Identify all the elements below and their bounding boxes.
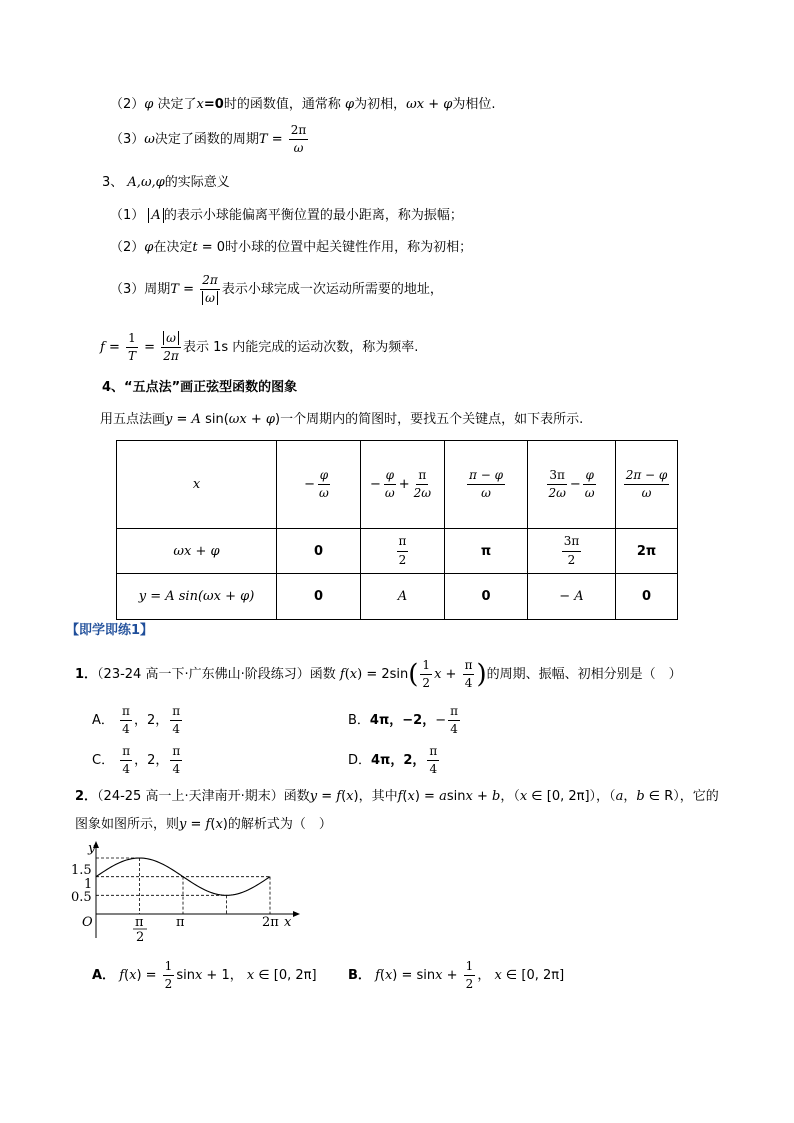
q2-option-b[interactable]: B． f(x) = sinx + $\frac{1}{2}$ ， x ∈ [0, 2π] [348,959,565,992]
line-amplitude: （1） A 的表示小球能偏离平衡位置的最小距离，称为振幅； [110,208,463,223]
table-cell: − A [528,574,616,620]
y-axis-label: y [88,841,96,856]
five-point-table [116,440,678,620]
q1-option-a[interactable]: A． $\frac{\pi}{4}$ ，2， $\frac{\pi}{4}$ [92,704,181,737]
table-cell: $\frac{2\pi - \varphi}{\omega}$ [616,441,678,529]
q1-option-d[interactable]: D．4π，2， $\frac{\pi}{4}$ [348,744,438,777]
table-cell: − $\frac{\varphi}{\omega}$ [277,441,361,529]
table-row-label: ωx + φ [117,529,277,574]
fraction-2pi-over-omega: $\frac{2\pi}{\omega}$ [290,123,307,156]
x-axis-label: x [284,915,292,930]
xtick-label: 2 [136,930,145,945]
question-2-line-1: 2．（24-25 高一上·天津南开·期末）函数y = f(x)，其中f(x) = asinx + b，（x ∈ [0, 2π]），（a，b ∈ R），它的 [75,789,719,804]
q2-option-a[interactable]: A． f(x) = $\frac{1}{2}$ sinx + 1， x ∈ [0, 2π] [92,959,317,992]
ytick-label: 1 [84,877,93,892]
table-cell: $\frac{3\pi}{2\omega}$ − $\frac{\varphi}{\omega}$ [528,441,616,529]
x-axis-arrow [293,911,300,917]
fraction-2pi-over-abs-omega: $\frac{2\pi}{\omega}$ [202,273,218,306]
table-cell: 0 [277,529,361,574]
practice-heading: 【即学即练1】 [66,623,154,638]
table-cell: 0 [616,574,678,620]
dashed-guides [96,858,270,914]
table-row-label: y = A sin(ωx + φ) [117,574,277,620]
q1-option-c[interactable]: C． $\frac{\pi}{4}$ ，2， $\frac{\pi}{4}$ [92,744,181,777]
section-3-heading: 3、 A,ω,φ的实际意义 [102,175,230,190]
table-cell: 0 [277,574,361,620]
table-cell: $\frac{\pi}{2}$ [361,529,445,574]
question-2-line-2: 图象如图所示，则y = f(x)的解析式为（ ） [75,817,332,832]
line-period: （3）周期T = $\frac{2\pi}{\omega}$ 表示小球完成一次运动所需要的地址， [110,273,443,306]
xtick-label: π [176,915,185,930]
line-phi-initial-phase: （2）φ 决定了x=0时的函数值，通常称 φ为初相，ωx + φ为相位. [110,97,496,112]
xtick-label: π [135,915,144,930]
table-cell: − $\frac{\varphi}{\omega}$ + $\frac{\pi}{2\omega}$ [361,441,445,529]
xtick-label: 2π [262,915,279,930]
ytick-label: 0.5 [71,890,92,905]
q1-option-b[interactable]: B．4π，−2，− $\frac{\pi}{4}$ [348,704,458,737]
table-cell: 2π [616,529,678,574]
table-cell: A [361,574,445,620]
table-row-label: x [117,441,277,529]
table-cell: $\frac{\pi - \varphi}{\omega}$ [445,441,528,529]
table-cell: π [445,529,528,574]
line-initial-phase: （2）φ在决定t = 0时小球的位置中起关键性作用，称为初相； [110,240,473,255]
ytick-label: 1.5 [71,863,92,878]
table-cell: 0 [445,574,528,620]
line-frequency: f = $\frac{1}{T}$ = $\frac{\omega}{2\pi}$ 表示 1s 内能完成的运动次数，称为频率. [100,331,419,364]
five-point-intro: 用五点法画y = A sin(ωx + φ)一个周期内的简图时，要找五个关键点，如下表所示. [100,412,584,427]
line-omega-period: （3）ω决定了函数的周期T = $\frac{2\pi}{\omega}$ [110,123,307,156]
question-1: 1．（23-24 高一下·广东佛山·阶段练习）函数 f(x) = 2sin( $\frac{1}{2}$ x + $\frac{\pi}{4}$ )的周期、振幅、初相分别是（ ） [75,658,682,691]
item-index: （2） [110,97,145,112]
table-cell: $\frac{3\pi}{2}$ [528,529,616,574]
section-4-heading: 4、“五点法”画正弦型函数的图象 [102,380,298,395]
sine-graph [66,838,306,946]
origin-label: O [82,915,93,930]
